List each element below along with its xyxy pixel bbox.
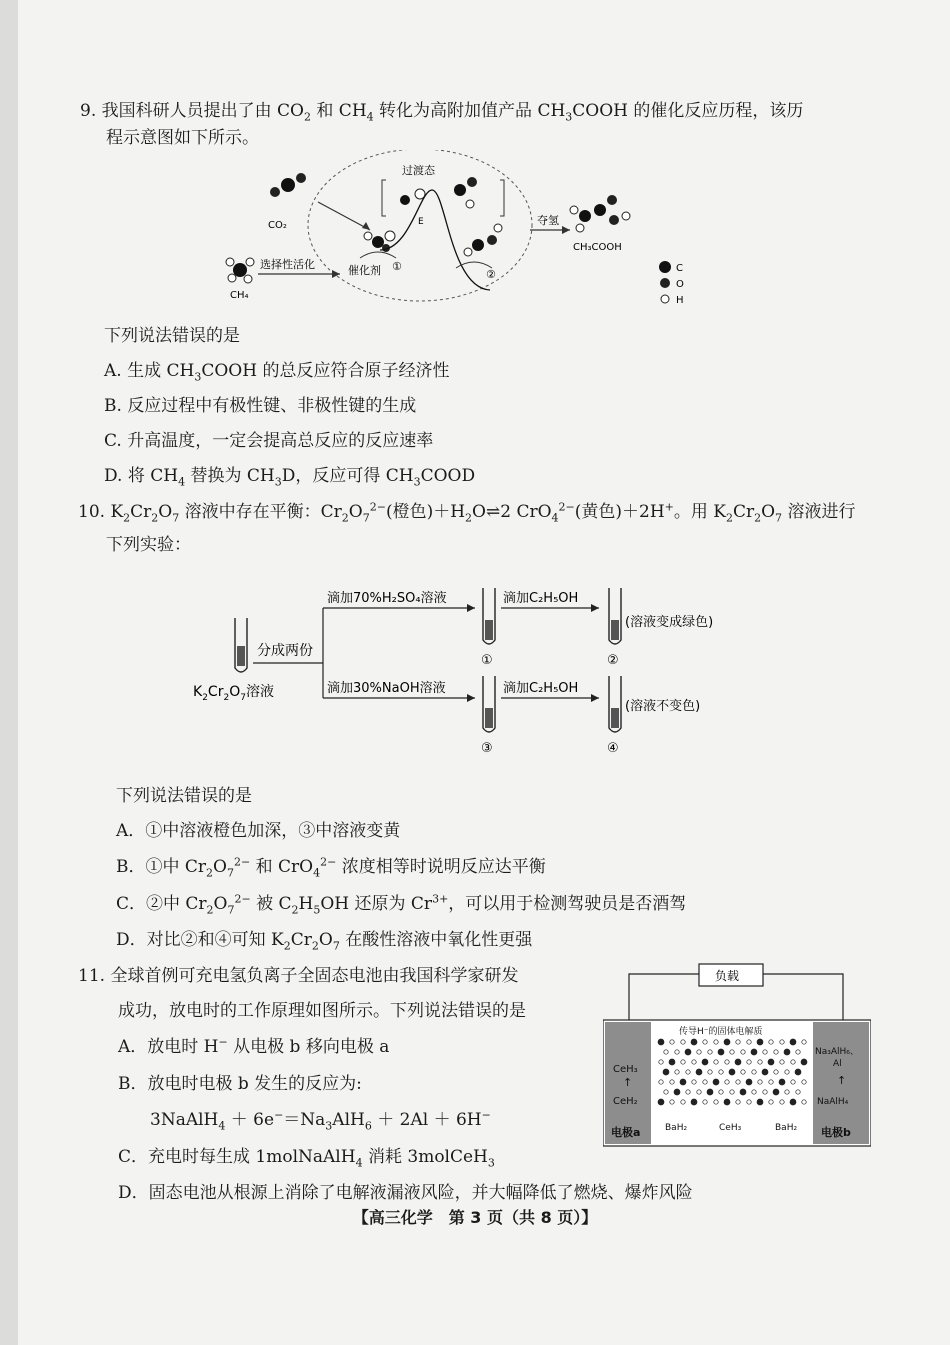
lattice-atom <box>730 1050 734 1054</box>
activation-label: 选择性活化 <box>260 258 315 271</box>
tube-1-label: ① <box>481 653 493 668</box>
lattice-atom <box>747 1060 751 1064</box>
lattice-atom <box>664 1050 668 1054</box>
lattice-atom <box>697 1090 701 1094</box>
ch4-molecule <box>226 258 254 283</box>
green-label: (溶液变成绿色) <box>625 615 714 630</box>
lattice-atom <box>724 1039 730 1045</box>
q11-equation: 3NaAlH$_4$ ＋ $6e^-=Na_3AlH_6 + 2Al + 6H^-$ <box>150 1108 491 1133</box>
lattice-atom <box>791 1060 795 1064</box>
lattice-atom <box>718 1049 724 1055</box>
ceh3-label: CeH₃ <box>719 1123 742 1133</box>
electrode-a-label: 电极a <box>611 1126 641 1139</box>
dehydro-label: 夺氢 <box>537 214 559 227</box>
lattice-atom <box>802 1080 806 1084</box>
lattice-atom <box>747 1040 751 1044</box>
lattice-atom <box>724 1099 730 1105</box>
lattice-atom <box>675 1050 679 1054</box>
q10-option-d: D．对比②和④可知 $K_2Cr_2O_7$ 在酸性溶液中氧化性更强 <box>116 930 533 953</box>
electrode-b-label: 电极b <box>821 1126 851 1139</box>
electrode-b-mid: Al <box>833 1059 842 1069</box>
lattice-atom <box>691 1099 697 1105</box>
q11-battery-diagram <box>603 962 871 1152</box>
lattice-atom <box>681 1100 685 1104</box>
lattice-atom <box>757 1099 763 1105</box>
tube-4-label: ④ <box>607 741 619 756</box>
lattice-atom <box>697 1050 701 1054</box>
lattice-atom <box>762 1069 768 1075</box>
tube-4 <box>609 676 621 732</box>
source-test-tube <box>235 618 247 672</box>
lattice-atom <box>725 1080 729 1084</box>
electrode-a-top: CeH₃ <box>613 1064 638 1075</box>
lattice-atom <box>795 1069 801 1075</box>
lattice-atom <box>791 1080 795 1084</box>
lattice-atom <box>796 1050 800 1054</box>
legend-o: O <box>676 279 684 290</box>
lattice-atom <box>785 1090 789 1094</box>
q9-stem-line2: 程示意图如下所示。 <box>106 128 259 148</box>
lattice-atom <box>736 1080 740 1084</box>
lattice-atom <box>780 1100 784 1104</box>
lattice-atom <box>769 1100 773 1104</box>
lattice-atom <box>675 1070 679 1074</box>
catalyst-label: 催化剂 <box>348 264 381 277</box>
lattice-atom <box>663 1069 669 1075</box>
q11-option-b: B．放电时电极 b 发生的反应为: <box>118 1074 362 1094</box>
lattice-atom <box>659 1060 663 1064</box>
tube-2-label: ② <box>607 653 619 668</box>
lattice-atom <box>769 1040 773 1044</box>
lattice-atom <box>758 1060 762 1064</box>
lattice-atom <box>658 1039 664 1045</box>
lattice-atom <box>708 1070 712 1074</box>
lattice-atom <box>735 1059 741 1065</box>
lattice-atom <box>685 1049 691 1055</box>
source-label: $K_2Cr_2O_7$溶液 <box>193 684 274 703</box>
product-label: CH₃COOH <box>573 242 622 253</box>
q9-option-d: D. 将 $CH_4$ 替换为 $CH_3D$，反应可得 $CH_3COOD$ <box>104 466 476 489</box>
base-label: 滴加30%NaOH溶液 <box>327 681 446 696</box>
q9-prompt: 下列说法错误的是 <box>104 326 240 346</box>
lattice-atom <box>747 1100 751 1104</box>
svg-text:↑: ↑ <box>837 1074 847 1087</box>
nochange-label: (溶液不变色) <box>625 699 701 714</box>
q10-experiment-diagram <box>185 588 745 760</box>
lattice-atom <box>708 1050 712 1054</box>
lattice-atom <box>692 1060 696 1064</box>
lattice-atom <box>780 1040 784 1044</box>
page-footer: 【高三化学 第 3 页（共 8 页）】 <box>352 1208 598 1227</box>
lattice-atom <box>774 1050 778 1054</box>
q9-stem-line1: 9. 我国科研人员提出了由 $CO_2$ 和 $CH_4$ 转化为高附加值产品 $CH_3COOH$ 的催化反应历程，该历 <box>80 101 804 124</box>
tube-1 <box>483 588 495 644</box>
energy-label: E <box>418 217 424 227</box>
step1-label: ① <box>392 260 402 273</box>
lattice-atom <box>713 1079 719 1085</box>
lattice-atom <box>714 1060 718 1064</box>
lattice-atom <box>729 1069 735 1075</box>
q9-option-b: B. 反应过程中有极性键、非极性键的生成 <box>104 396 417 416</box>
lattice-atom <box>730 1090 734 1094</box>
lattice-atom <box>714 1040 718 1044</box>
lattice-atom <box>719 1070 723 1074</box>
lattice-atom <box>664 1090 668 1094</box>
lattice-atom <box>780 1060 784 1064</box>
lattice-atom <box>725 1060 729 1064</box>
q9-option-c: C. 升高温度，一定会提高总反应的反应速率 <box>104 431 434 451</box>
q11-stem-line1: 11. 全球首例可充电氢负离子全固态电池由我国科学家研发 <box>78 966 519 986</box>
lattice-atom <box>703 1100 707 1104</box>
lattice-atom <box>680 1079 686 1085</box>
lattice-atom <box>707 1089 713 1095</box>
lattice-atom <box>686 1090 690 1094</box>
co2-molecule <box>270 173 306 197</box>
ts-molecule <box>400 177 477 208</box>
split-label: 分成两份 <box>257 643 313 659</box>
acetic-acid-molecule <box>570 195 630 232</box>
lattice-atom <box>801 1059 807 1065</box>
lattice-atom <box>785 1070 789 1074</box>
tube-3 <box>483 676 495 732</box>
lattice-atom <box>763 1090 767 1094</box>
co2-arrow <box>318 202 370 230</box>
lattice-atom <box>736 1040 740 1044</box>
lattice-atom <box>702 1059 708 1065</box>
lattice-atom <box>692 1080 696 1084</box>
q9-option-a: A. 生成 $CH_3COOH$ 的总反应符合原子经济性 <box>104 361 450 384</box>
ethanol-1-label: 滴加C₂H₅OH <box>503 591 579 606</box>
lattice-atom <box>691 1039 697 1045</box>
lattice-atom <box>703 1080 707 1084</box>
electrolyte-label: 传导H⁻的固体电解质 <box>679 1027 763 1037</box>
lattice-atom <box>752 1090 756 1094</box>
lattice-atom <box>757 1039 763 1045</box>
lattice-atom <box>740 1089 746 1095</box>
lattice-atom <box>774 1070 778 1074</box>
q10-option-c: C．②中 $Cr_2O_7^{2-}$ 被 $C_2H_5OH$ 还原为 $Cr^{3+}$，可以用于检测驾驶员是否酒驾 <box>116 892 687 917</box>
ethanol-2-label: 滴加C₂H₅OH <box>503 681 579 696</box>
lattice-atom <box>768 1059 774 1065</box>
lattice-atom <box>802 1100 806 1104</box>
q9-reaction-diagram <box>200 150 720 310</box>
lattice-atom <box>670 1100 674 1104</box>
tube-2 <box>609 588 621 644</box>
lattice-atom <box>658 1099 664 1105</box>
acid-label: 滴加70%H₂SO₄溶液 <box>327 591 447 606</box>
legend-h: H <box>676 295 684 306</box>
lattice-atom <box>769 1080 773 1084</box>
q10-prompt: 下列说法错误的是 <box>116 786 252 806</box>
q11-stem-line2: 成功，放电时的工作原理如图所示。下列说法错误的是 <box>118 1001 526 1021</box>
q10-option-a: A．①中溶液橙色加深，③中溶液变黄 <box>116 821 401 841</box>
q10-stem-line1: 10. $K_2Cr_2O_7$ 溶液中存在平衡：$Cr_2O_7^{2-}$(橙色)$+H_2O\rightleftharpoons 2$ CrO$_4^{2-}$(黄色)＋2H+。用 $K_2Cr_2O_7$ 溶液进行 <box>78 500 856 525</box>
lattice-atom <box>686 1070 690 1074</box>
lattice-atom <box>659 1080 663 1084</box>
lattice-atom <box>696 1069 702 1075</box>
q11-option-d: D．固态电池从根源上消除了电解液漏液风险，并大幅降低了燃烧、爆炸风险 <box>118 1183 693 1203</box>
lattice-atom <box>669 1059 675 1065</box>
step2-label: ② <box>486 268 496 281</box>
lattice-atom <box>703 1040 707 1044</box>
lattice-atom <box>741 1070 745 1074</box>
lattice-atom <box>790 1039 796 1045</box>
lattice-atom <box>763 1050 767 1054</box>
bah2-left-label: BaH₂ <box>665 1123 688 1133</box>
lattice-atom <box>802 1040 806 1044</box>
lattice-atom <box>784 1049 790 1055</box>
lattice-atom <box>670 1040 674 1044</box>
bah2-right-label: BaH₂ <box>775 1123 798 1133</box>
electrode-b-top: Na₃AlH₆、 <box>815 1047 859 1057</box>
ch4-label: CH₄ <box>230 290 249 301</box>
lattice-atom <box>773 1089 779 1095</box>
lattice-atom <box>790 1099 796 1105</box>
ts-label: 过渡态 <box>402 164 435 177</box>
co2-label: CO₂ <box>268 220 287 231</box>
lattice-atom <box>681 1040 685 1044</box>
intermediate-2 <box>456 224 502 268</box>
tube-3-label: ③ <box>481 741 493 756</box>
lattice-atom <box>751 1049 757 1055</box>
lattice-atom <box>741 1050 745 1054</box>
q10-option-b: B．①中 $Cr_2O_7^{2-}$ 和 CrO$_4^{2-}$ 浓度相等时说明反应达平衡 <box>116 855 546 880</box>
lattice-atom <box>681 1060 685 1064</box>
lattice-atom <box>719 1090 723 1094</box>
lattice-atom <box>736 1100 740 1104</box>
electrode-b-bottom: NaAlH₄ <box>817 1097 849 1107</box>
lattice-atom <box>670 1080 674 1084</box>
svg-text:↑: ↑ <box>623 1076 633 1089</box>
page-edge-shadow <box>0 0 18 1345</box>
lattice-atom <box>758 1080 762 1084</box>
q10-stem-line2: 下列实验： <box>106 535 191 555</box>
electrode-a-bottom: CeH₂ <box>613 1096 638 1107</box>
lattice-atom <box>779 1079 785 1085</box>
lattice-atom <box>714 1100 718 1104</box>
load-label: 负载 <box>715 969 740 983</box>
intermediate-1 <box>360 231 396 258</box>
lattice-atom <box>796 1090 800 1094</box>
lattice-atom <box>752 1070 756 1074</box>
q11-option-c: C．充电时每生成 1molNaAlH$_4$ 消耗 3molCeH$_3$ <box>118 1147 495 1170</box>
lattice-atom <box>674 1089 680 1095</box>
lattice-atom <box>746 1079 752 1085</box>
q11-option-a: A．放电时 H− 从电极 b 移向电极 a <box>118 1035 390 1057</box>
legend-c: C <box>676 263 683 274</box>
